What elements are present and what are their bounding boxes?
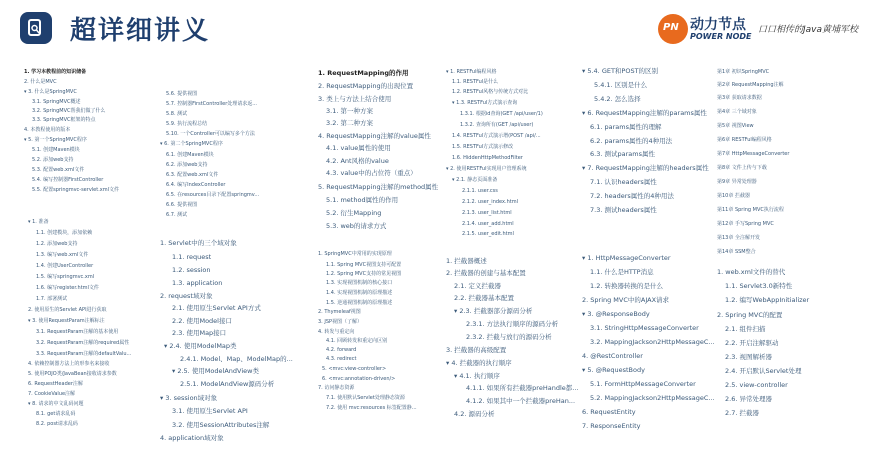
toc-entry[interactable]: 6.3. 测试params属性 <box>590 150 655 158</box>
toc-entry[interactable]: 1.3.1. 根据id查询(GET /api/user/1) <box>460 111 543 117</box>
toc-entry[interactable]: 2.7. 拦截器 <box>725 409 759 417</box>
toc-entry[interactable]: 1.2. session <box>172 266 211 274</box>
toc-entry[interactable]: ▾ 5. 第一个SpringMVC程序 <box>24 138 87 143</box>
toc-entry[interactable]: ▾ 1. HttpMessageConverter <box>582 255 671 262</box>
toc-entry[interactable]: 2.5. view-controller <box>725 381 788 389</box>
toc-entry[interactable]: 5.5. 配置springmvc-servlet.xml文件 <box>32 187 120 193</box>
toc-entry[interactable]: 1.5. RESTFul方式演示修改 <box>452 144 514 150</box>
toc-entry[interactable]: 6.1. 创建Maven模块 <box>166 152 214 158</box>
toc-entry[interactable]: ▾ 2.3. 拦截器部分源码分析 <box>454 308 532 315</box>
header <box>0 0 887 54</box>
toc-entry[interactable]: 3.2. 使用SessionAttributes注解 <box>172 421 270 429</box>
toc-entry[interactable]: 第8章 文件上传与下载 <box>717 165 767 171</box>
toc-entry[interactable]: 5.2. 添加web支持 <box>32 157 74 163</box>
toc-entry[interactable]: 6. <mvc:annotation-driven/> <box>322 376 396 382</box>
toc-entry[interactable]: ▾ 4.1. 执行顺序 <box>454 373 500 380</box>
toc-entry[interactable]: 1.1. 创建模块，添加依赖 <box>36 230 93 236</box>
toc-entry[interactable]: 7.2. 使用 mvc:resources 标签配置静... <box>326 405 417 411</box>
toc-entry[interactable]: 5. RequestMapping注解的method属性 <box>318 183 439 191</box>
toc-entry[interactable]: 3.3. SpringMVC框架的特点 <box>32 117 96 123</box>
toc-entry[interactable]: 5.3. 配置web.xml文件 <box>32 167 85 173</box>
toc-entry[interactable]: ▾ 3. session域对象 <box>160 395 217 402</box>
toc-entry[interactable]: ▾ 5. @RequestBody <box>582 367 645 374</box>
toc-entry[interactable]: ▾ 6. 第二个SpringMVC程序 <box>160 142 223 147</box>
toc-entry[interactable]: 3. JSP视图（了解） <box>318 319 363 325</box>
toc-entry[interactable]: 2.6. 异常处理器 <box>725 395 772 403</box>
toc-entry[interactable]: 2.1.2. user_index.html <box>462 199 518 205</box>
toc-entry[interactable]: 第12章 手写Spring MVC <box>717 221 774 227</box>
toc-entry[interactable]: ▾ 2. 使用RESTFul实现用户管理系统 <box>446 167 527 172</box>
toc-entry[interactable]: 第4章 三个域对象 <box>717 109 757 115</box>
toc-entry[interactable]: 1.1. Spring MVC视图支持可配置 <box>326 262 402 268</box>
page-title: 超详细讲义 <box>70 16 211 46</box>
toc-entry[interactable]: 2.4. 开启默认Servlet处理 <box>725 367 802 375</box>
toc-entry[interactable]: 4.3. value中的占位符（重点） <box>326 169 417 177</box>
toc-entry[interactable]: 1.2. RESTFul风格与传统方式对比 <box>452 89 529 95</box>
toc-entry[interactable]: ▾ 5.4. GET和POST的区别 <box>582 68 658 75</box>
toc-entry[interactable]: 5.4.1. 区别是什么 <box>594 81 648 89</box>
toc-entry[interactable]: 6. RequestEntity <box>582 408 636 416</box>
toc-entry[interactable]: 6.7. 测试 <box>166 212 188 218</box>
toc-entry[interactable]: 4.1. value属性的使用 <box>326 144 391 152</box>
toc-entry[interactable]: 2.3. 使用Map接口 <box>172 329 227 337</box>
toc-entry[interactable]: 2.4.1. Model、Map、ModelMap的... <box>180 355 293 363</box>
toc-entry[interactable]: ▾ 2.1. 静态页面准备 <box>452 178 497 183</box>
toc-entry[interactable]: 1. 拦截器概述 <box>446 257 487 265</box>
toc-entry[interactable]: 3.1. 使用原生Servlet API <box>172 407 248 415</box>
toc-entry[interactable]: 2. Spring MVC的配置 <box>717 311 783 319</box>
toc-entry[interactable]: 7.1. 认识headers属性 <box>590 178 657 186</box>
toc-entry[interactable]: 7. ResponseEntity <box>582 422 641 430</box>
toc-entry[interactable]: 1. web.xml文件的替代 <box>717 268 786 276</box>
toc-entry[interactable]: 5.10. 一个Controller可以编写多个方法 <box>166 131 255 137</box>
toc-entry[interactable]: 3. 类上与方法上结合使用 <box>318 95 392 103</box>
toc-entry[interactable]: ▾ 6. RequestMapping注解的params属性 <box>582 110 707 117</box>
toc-entry[interactable]: 5.1. 创建Maven模块 <box>32 147 80 153</box>
toc-entry[interactable]: 第2章 RequestMapping注解 <box>717 82 784 88</box>
toc-entry[interactable]: ▾ 2.4. 使用ModelMap类 <box>164 343 237 350</box>
toc-entry[interactable]: 3.2. 第二种方案 <box>326 119 373 127</box>
toc-entry[interactable]: 4.1. 回顾转发和重定向区别 <box>326 338 388 344</box>
toc-entry[interactable]: 1.4. RESTFul方式演示增(POST /api/... <box>452 133 541 139</box>
toc-entry[interactable]: 3.2. MappingJackson2HttpMessageC... <box>590 338 715 346</box>
toc-entry[interactable]: 1.2. 添加web支持 <box>36 241 78 247</box>
toc-entry[interactable]: ▾ 4. 拦截器的执行顺序 <box>446 360 512 367</box>
toc-entry[interactable]: 1.7. 部署测试 <box>36 296 68 302</box>
toc-entry[interactable]: 1.1. Servlet3.0新特性 <box>725 282 793 290</box>
toc-entry[interactable]: 1.3.2. 查询所有(GET /api/user) <box>460 122 534 128</box>
toc-entry[interactable]: 2.1.3. user_list.html <box>462 210 512 216</box>
toc-entry[interactable]: 1.2. 编写WebAppInitializer <box>725 296 810 304</box>
toc-entry[interactable]: 2.1. 组件扫描 <box>725 325 766 333</box>
toc-entry[interactable]: 1.3. 编写web.xml文件 <box>36 252 89 258</box>
toc-entry[interactable]: 5.8. 测试 <box>166 111 188 117</box>
document-icon <box>26 18 46 38</box>
toc-entry[interactable]: 1.2. 转换器转换的是什么 <box>590 282 663 290</box>
toc-entry[interactable]: ▾ 1. RESTFul编程风格 <box>446 70 497 75</box>
brand-name-en: POWER NODE <box>690 32 752 41</box>
toc-entry[interactable]: 第7章 HttpMessageConverter <box>717 151 790 157</box>
toc-entry[interactable]: 2.2. 开启注解驱动 <box>725 339 779 347</box>
toc-entry[interactable]: 7. CookieValue注解 <box>28 391 76 397</box>
toc-entry[interactable]: 5.4.2. 怎么选择 <box>594 95 641 103</box>
toc-entry[interactable]: 1.4. 创建UserController <box>36 263 94 269</box>
toc-entry[interactable]: ▾ 3. 使用RequestParam注解标注 <box>28 319 105 324</box>
brand-name: 动力节点 <box>690 17 746 33</box>
toc-entry[interactable]: 7.3. 测试headers属性 <box>590 206 657 214</box>
toc-entry[interactable]: 2.1.4. user_add.html <box>462 221 514 227</box>
toc-entry[interactable]: 5.6. 提供视图 <box>166 91 198 97</box>
toc-entry[interactable]: ▾ 2.5. 使用ModelAndView类 <box>172 368 259 375</box>
toc-entry[interactable]: 1. Servlet中的三个域对象 <box>160 239 237 247</box>
toc-entry[interactable]: 6.1. params属性的理解 <box>590 123 662 131</box>
toc-entry[interactable]: 6.5. 在resources目录下配置springmv... <box>166 192 260 198</box>
toc-entry[interactable]: 3.2. SpringMVC帮我们做了什么 <box>32 108 106 114</box>
toc-entry[interactable]: 4. 本教程使用的版本 <box>24 127 71 133</box>
toc-entry[interactable]: 8.1. get请求乱码 <box>36 411 76 417</box>
toc-entry[interactable]: 1.4. 实现视图机制的原理描述 <box>326 290 393 296</box>
slogan: 口口相传的Java黄埔军校 <box>758 25 859 35</box>
toc-entry[interactable]: 4.1.2. 如果其中一个拦截器preHan... <box>466 397 576 405</box>
toc-entry[interactable]: 6.3. 配置web.xml文件 <box>166 172 219 178</box>
toc-entry[interactable]: 第13章 全注解开发 <box>717 235 760 241</box>
toc-entry[interactable]: ▾ 8. 请求的中文乱码问题 <box>28 402 83 407</box>
toc-entry[interactable]: 6.6. 提供视图 <box>166 202 198 208</box>
toc-entry[interactable]: 3.3. RequestParam注解的defaultValu... <box>36 351 132 357</box>
toc-entry[interactable]: 2.3. 视图解析器 <box>725 353 772 361</box>
toc-entry[interactable]: 1.1. RESTFul是什么 <box>452 79 499 85</box>
toc-entry[interactable]: 2. request域对象 <box>160 292 213 300</box>
toc-entry[interactable]: 1. 学习本教程前的知识储备 <box>24 69 87 75</box>
toc-entry[interactable]: 1.6. HiddenHttpMethodFilter <box>452 155 523 161</box>
toc-entry[interactable]: 7.2. headers属性的4种用法 <box>590 192 674 200</box>
toc-entry[interactable]: 1.6. 编写register.html文件 <box>36 285 99 291</box>
toc-entry[interactable]: 1.1. request <box>172 253 212 261</box>
toc-entry[interactable]: 4. 依赖控制器方法上的形参名来接收 <box>28 361 110 367</box>
toc-entry[interactable]: 3.1. StringHttpMessageConverter <box>590 324 699 332</box>
toc-entry[interactable]: 第5章 视图View <box>717 123 754 129</box>
toc-entry[interactable]: 第9章 异常处理器 <box>717 179 757 185</box>
toc-entry[interactable]: 第14章 SSM整合 <box>717 249 756 255</box>
toc-entry[interactable]: 2.2. 使用Model接口 <box>172 317 232 325</box>
toc-entry[interactable]: 2. 什么是MVC <box>24 79 57 85</box>
toc-entry[interactable]: 5.4. 编写控制器FirstController <box>32 177 104 183</box>
toc-entry[interactable]: 2.1.1. user.css <box>462 188 498 194</box>
toc-entry[interactable]: 4.3. redirect <box>326 356 357 362</box>
toc-entry[interactable]: 第1章 初识SpringMVC <box>717 69 770 75</box>
toc-entry[interactable]: 5. <mvc:view-controller> <box>322 366 387 372</box>
toc-entry[interactable]: 2. RequestMapping的出现位置 <box>318 82 414 90</box>
toc-entry[interactable]: ▾ 1. 准备 <box>28 220 48 225</box>
toc-entry[interactable]: 2. Thymeleaf视图 <box>318 309 361 315</box>
toc-entry[interactable]: 4. 转发与重定向 <box>318 329 355 335</box>
toc-entry[interactable]: 5.7. 控制器FirstController处理请求返... <box>166 101 258 107</box>
toc-entry[interactable]: 1.2. Spring MVC支持的常见视图 <box>326 271 402 277</box>
toc-entry[interactable]: 2. 使用原生的Servlet API进行获取 <box>28 307 107 313</box>
toc-entry[interactable]: 6.4. 编写IndexController <box>166 182 226 188</box>
toc-entry[interactable]: 第3章 获取请求数据 <box>717 95 762 101</box>
toc-entry[interactable]: ▾ 7. RequestMapping注解的headers属性 <box>582 165 709 172</box>
logo-badge <box>20 12 52 44</box>
toc-entry[interactable]: 2.3.1. 方法执行顺序的源码分析 <box>466 320 559 328</box>
toc-entry[interactable]: 2.1.5. user_edit.html <box>462 231 514 237</box>
toc-entry[interactable]: 8.2. post请求乱码 <box>36 421 78 427</box>
toc-entry[interactable]: 3. 拦截器的高级配置 <box>446 346 507 354</box>
toc-entry[interactable]: 4.2. 源码分析 <box>454 410 495 418</box>
toc-entry[interactable]: 3.1. 第一种方案 <box>326 107 373 115</box>
toc-entry[interactable]: 2.2. 拦截器基本配置 <box>454 294 514 302</box>
toc-entry[interactable]: ▾ 3. 什么是SpringMVC <box>24 90 77 95</box>
toc-entry[interactable]: 7.1. 使用默认Servlet处理静态资源 <box>326 395 405 401</box>
toc-entry[interactable]: 6. RequestHeader注解 <box>28 381 83 387</box>
toc-entry[interactable]: 4. RequestMapping注解的value属性 <box>318 132 431 140</box>
toc-entry[interactable]: 4.2. forward <box>326 347 357 353</box>
toc-entry[interactable]: 1. SpringMVC中常用的实现原理 <box>318 251 392 257</box>
toc-entry[interactable]: 2.3.2. 拦截与放行的源码分析 <box>466 333 552 341</box>
toc-entry[interactable]: 1.3. application <box>172 279 223 287</box>
toc-entry[interactable]: 5.2. MappingJackson2HttpMessageC... <box>590 394 715 402</box>
toc-entry[interactable]: 3.2. RequestParam注解的required属性 <box>36 340 130 346</box>
toc-entry[interactable]: 2.1. 使用原生Servlet API方式 <box>172 304 261 312</box>
toc-entry[interactable]: 第10章 拦截器 <box>717 193 750 199</box>
toc-entry[interactable]: 5. 使用POJO类/JavaBean接收请求参数 <box>28 371 117 377</box>
toc-entry[interactable]: 4.2. Ant风格的value <box>326 157 389 165</box>
brand-logo <box>658 14 753 44</box>
toc-entry[interactable]: 2. Spring MVC中的AJAX请求 <box>582 296 670 304</box>
brand-mark: PN <box>658 14 688 44</box>
toc-entry[interactable]: 5.1. method属性的作用 <box>326 196 399 204</box>
toc-entry[interactable]: 6.2. params属性的4种用法 <box>590 137 673 145</box>
toc-entry[interactable]: 4. @RestController <box>582 352 643 360</box>
toc-entry[interactable]: ▾ 1.3. RESTFul方式演示查询 <box>452 101 517 106</box>
toc-entry[interactable]: 4. application域对象 <box>160 434 224 442</box>
toc-entry[interactable]: ▾ 3. @ResponseBody <box>582 311 650 318</box>
toc-entry[interactable]: 2.5.1. ModelAndView源码分析 <box>180 380 275 388</box>
toc-entry[interactable]: 1.1. 什么是HTTP消息 <box>590 268 654 276</box>
toc-entry[interactable]: 5.9. 执行流程总结 <box>166 121 208 127</box>
toc-entry[interactable]: 1.5. 编写springmvc.xml <box>36 274 95 280</box>
toc-entry[interactable]: 2. 拦截器的创建与基本配置 <box>446 269 526 277</box>
toc-entry[interactable]: 6.2. 添加web支持 <box>166 162 208 168</box>
toc-entry[interactable]: 7. 访问静态资源 <box>318 385 355 391</box>
toc-entry[interactable]: 5.3. web的请求方式 <box>326 222 387 230</box>
toc-entry[interactable]: 第6章 RESTFul编程风格 <box>717 137 772 143</box>
toc-entry[interactable]: 第11章 Spring MVC执行流程 <box>717 207 784 213</box>
toc-entry[interactable]: 2.1. 定义拦截器 <box>454 282 501 290</box>
toc-entry[interactable]: 5.2. 衍生Mapping <box>326 209 382 217</box>
toc-entry[interactable]: 3.1. RequestParam注解的基本使用 <box>36 329 119 335</box>
toc-entry[interactable]: 1.5. 逆通视图机制的原理描述 <box>326 300 393 306</box>
toc-entry[interactable]: 4.1.1. 如果所有拦截器preHandle都... <box>466 384 579 392</box>
toc-entry[interactable]: 1.3. 实现视图机制的核心接口 <box>326 280 393 286</box>
toc-entry[interactable]: 1. RequestMapping的作用 <box>318 69 409 77</box>
toc-entry[interactable]: 5.1. FormHttpMessageConverter <box>590 380 696 388</box>
toc-entry[interactable]: 3.1. SpringMVC概述 <box>32 99 81 105</box>
